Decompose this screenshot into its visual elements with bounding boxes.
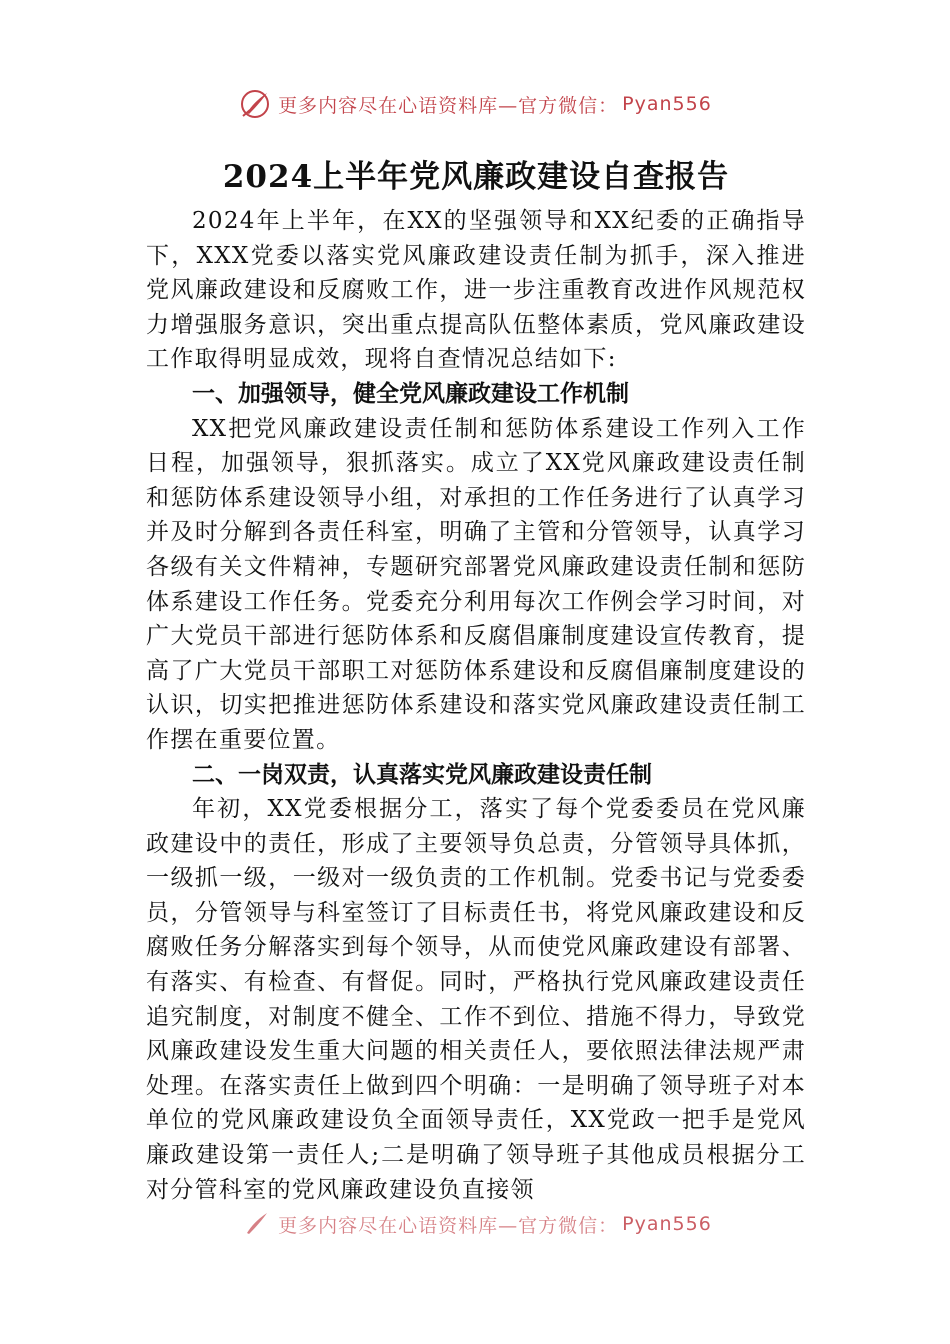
section-heading-1: 一、加强领导，健全党风廉政建设工作机制 bbox=[192, 380, 629, 407]
watermark-wechat-id: Pyan556 bbox=[622, 93, 712, 115]
section-paragraph-2: 年初，XX党委根据分工，落实了每个党委委员在党风廉政建设中的责任，形成了主要领导负总责，分管领导具体抓，一级抓一级，一级对一级负责的工作机制。党委书记与党委委员，分管领导与科室签订了目标责任书，将党风廉政建设和反腐败任务分解落实到每个领导，从而使党风廉政建设有部署、有落实、有检查、有督促。同时，严格执行党风廉政建设责任追究制度，对制度不健全、工作不到位、措施不得力，导致党风廉政建设发生重大问题的相关责任人，要依照法律法规严肃处理。在落实责任上做到四个明确：一是明确了领导班子对本单位的党风廉政建设负全面领导责任，XX党政一把手是党风廉政建设第一责任人;二是明确了领导班子其他成员根据分工对分管科室的党风廉政建设负直接领 bbox=[146, 796, 806, 1203]
watermark-wechat-id: Pyan556 bbox=[622, 1213, 712, 1235]
watermark-text: 更多内容尽在心语资料库—官方微信： bbox=[278, 94, 619, 117]
section-paragraph-1: XX把党风廉政建设责任制和惩防体系建设工作列入工作日程，加强领导，狠抓落实。成立了XX党风廉政建设责任制和惩防体系建设领导小组，对承担的工作任务进行了认真学习并及时分解到各责任科室，明确了主管和分管领导，认真学习各级有关文件精神，专题研究部署党风廉政建设责任制和惩防体系建设工作任务。党委充分利用每次工作例会学习时间，对广大党员干部进行惩防体系和反腐倡廉制度建设宣传教育，提高了广大党员干部职工对惩防体系建设和反腐倡廉制度建设的认识，切实把推进惩防体系建设和落实党风廉政建设责任制工作摆在重要位置。 bbox=[146, 415, 806, 753]
section-heading-2: 二、一岗双责，认真落实党风廉政建设责任制 bbox=[192, 761, 652, 788]
watermark-header bbox=[0, 84, 950, 124]
quill-logo-icon bbox=[238, 87, 272, 121]
watermark-text: 更多内容尽在心语资料库—官方微信： bbox=[278, 1214, 619, 1237]
intro-paragraph: 2024年上半年，在XX的坚强领导和XX纪委的正确指导下，XXX党委以落实党风廉政建设责任制为抓手，深入推进党风廉政建设和反腐败工作，进一步注重教育改进作风规范权力增强服务意识，突出重点提高队伍整体素质，党风廉政建设工作取得明显成效，现将自查情况总结如下: bbox=[146, 208, 806, 373]
watermark-footer bbox=[0, 1204, 950, 1244]
document-title: 2024上半年党风廉政建设自查报告 bbox=[222, 159, 730, 195]
quill-logo-icon bbox=[238, 1207, 272, 1241]
document-body bbox=[146, 150, 806, 1207]
